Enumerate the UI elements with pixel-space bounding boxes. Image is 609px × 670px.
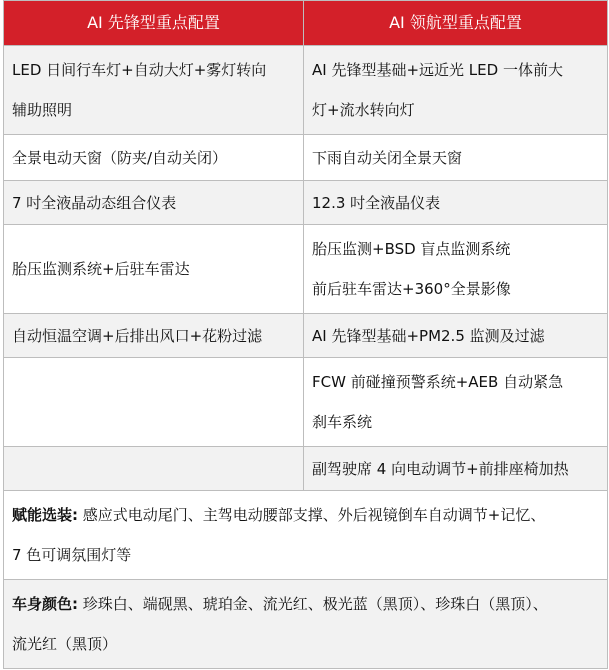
cell-navigator: AI 先锋型基础+PM2.5 监测及过滤 xyxy=(304,314,608,358)
header-pioneer: AI 先锋型重点配置 xyxy=(4,1,304,46)
options-row xyxy=(4,491,608,580)
cell-navigator: 12.3 吋全液晶仪表 xyxy=(304,181,608,225)
cell-navigator: AI 先锋型基础+远近光 LED 一体前大 灯+流水转向灯 xyxy=(304,46,608,135)
table-row xyxy=(4,135,608,181)
options-text: 感应式电动尾门、主驾电动腰部支撑、外后视镜倒车自动调节+记忆、 xyxy=(78,506,546,524)
table-row xyxy=(4,447,608,491)
cell-pioneer: 自动恒温空调+后排出风口+花粉过滤 xyxy=(4,314,304,358)
cell-pioneer: 7 吋全液晶动态组合仪表 xyxy=(4,181,304,225)
config-comparison-table xyxy=(3,0,608,669)
options-label: 赋能选装: xyxy=(12,506,78,524)
header-navigator: AI 领航型重点配置 xyxy=(304,1,608,46)
cell-navigator: 胎压监测+BSD 盲点监测系统 前后驻车雷达+360°全景影像 xyxy=(304,225,608,314)
cell-pioneer: 胎压监测系统+后驻车雷达 xyxy=(4,225,304,314)
options-text-continued: 7 色可调氛围灯等 xyxy=(12,546,132,564)
cell-navigator: 下雨自动关闭全景天窗 xyxy=(304,135,608,181)
body-colors-text: 珍珠白、端砚黑、琥珀金、流光红、极光蓝（黑顶）、珍珠白（黑顶）、 xyxy=(78,595,548,613)
table-row xyxy=(4,314,608,358)
table-row xyxy=(4,46,608,135)
table-row xyxy=(4,225,608,314)
body-colors-label: 车身颜色: xyxy=(12,595,78,613)
table-row xyxy=(4,358,608,447)
body-colors-row xyxy=(4,580,608,669)
body-colors-text-continued: 流光红（黑顶） xyxy=(12,635,118,653)
cell-navigator: FCW 前碰撞预警系统+AEB 自动紧急 刹车系统 xyxy=(304,358,608,447)
options-cell xyxy=(4,491,608,580)
cell-pioneer: 全景电动天窗（防夹/自动关闭） xyxy=(4,135,304,181)
table-header-row xyxy=(4,1,608,46)
cell-pioneer xyxy=(4,447,304,491)
body-colors-cell xyxy=(4,580,608,669)
cell-pioneer: LED 日间行车灯+自动大灯+雾灯转向 辅助照明 xyxy=(4,46,304,135)
cell-navigator: 副驾驶席 4 向电动调节+前排座椅加热 xyxy=(304,447,608,491)
table-row xyxy=(4,181,608,225)
cell-pioneer xyxy=(4,358,304,447)
